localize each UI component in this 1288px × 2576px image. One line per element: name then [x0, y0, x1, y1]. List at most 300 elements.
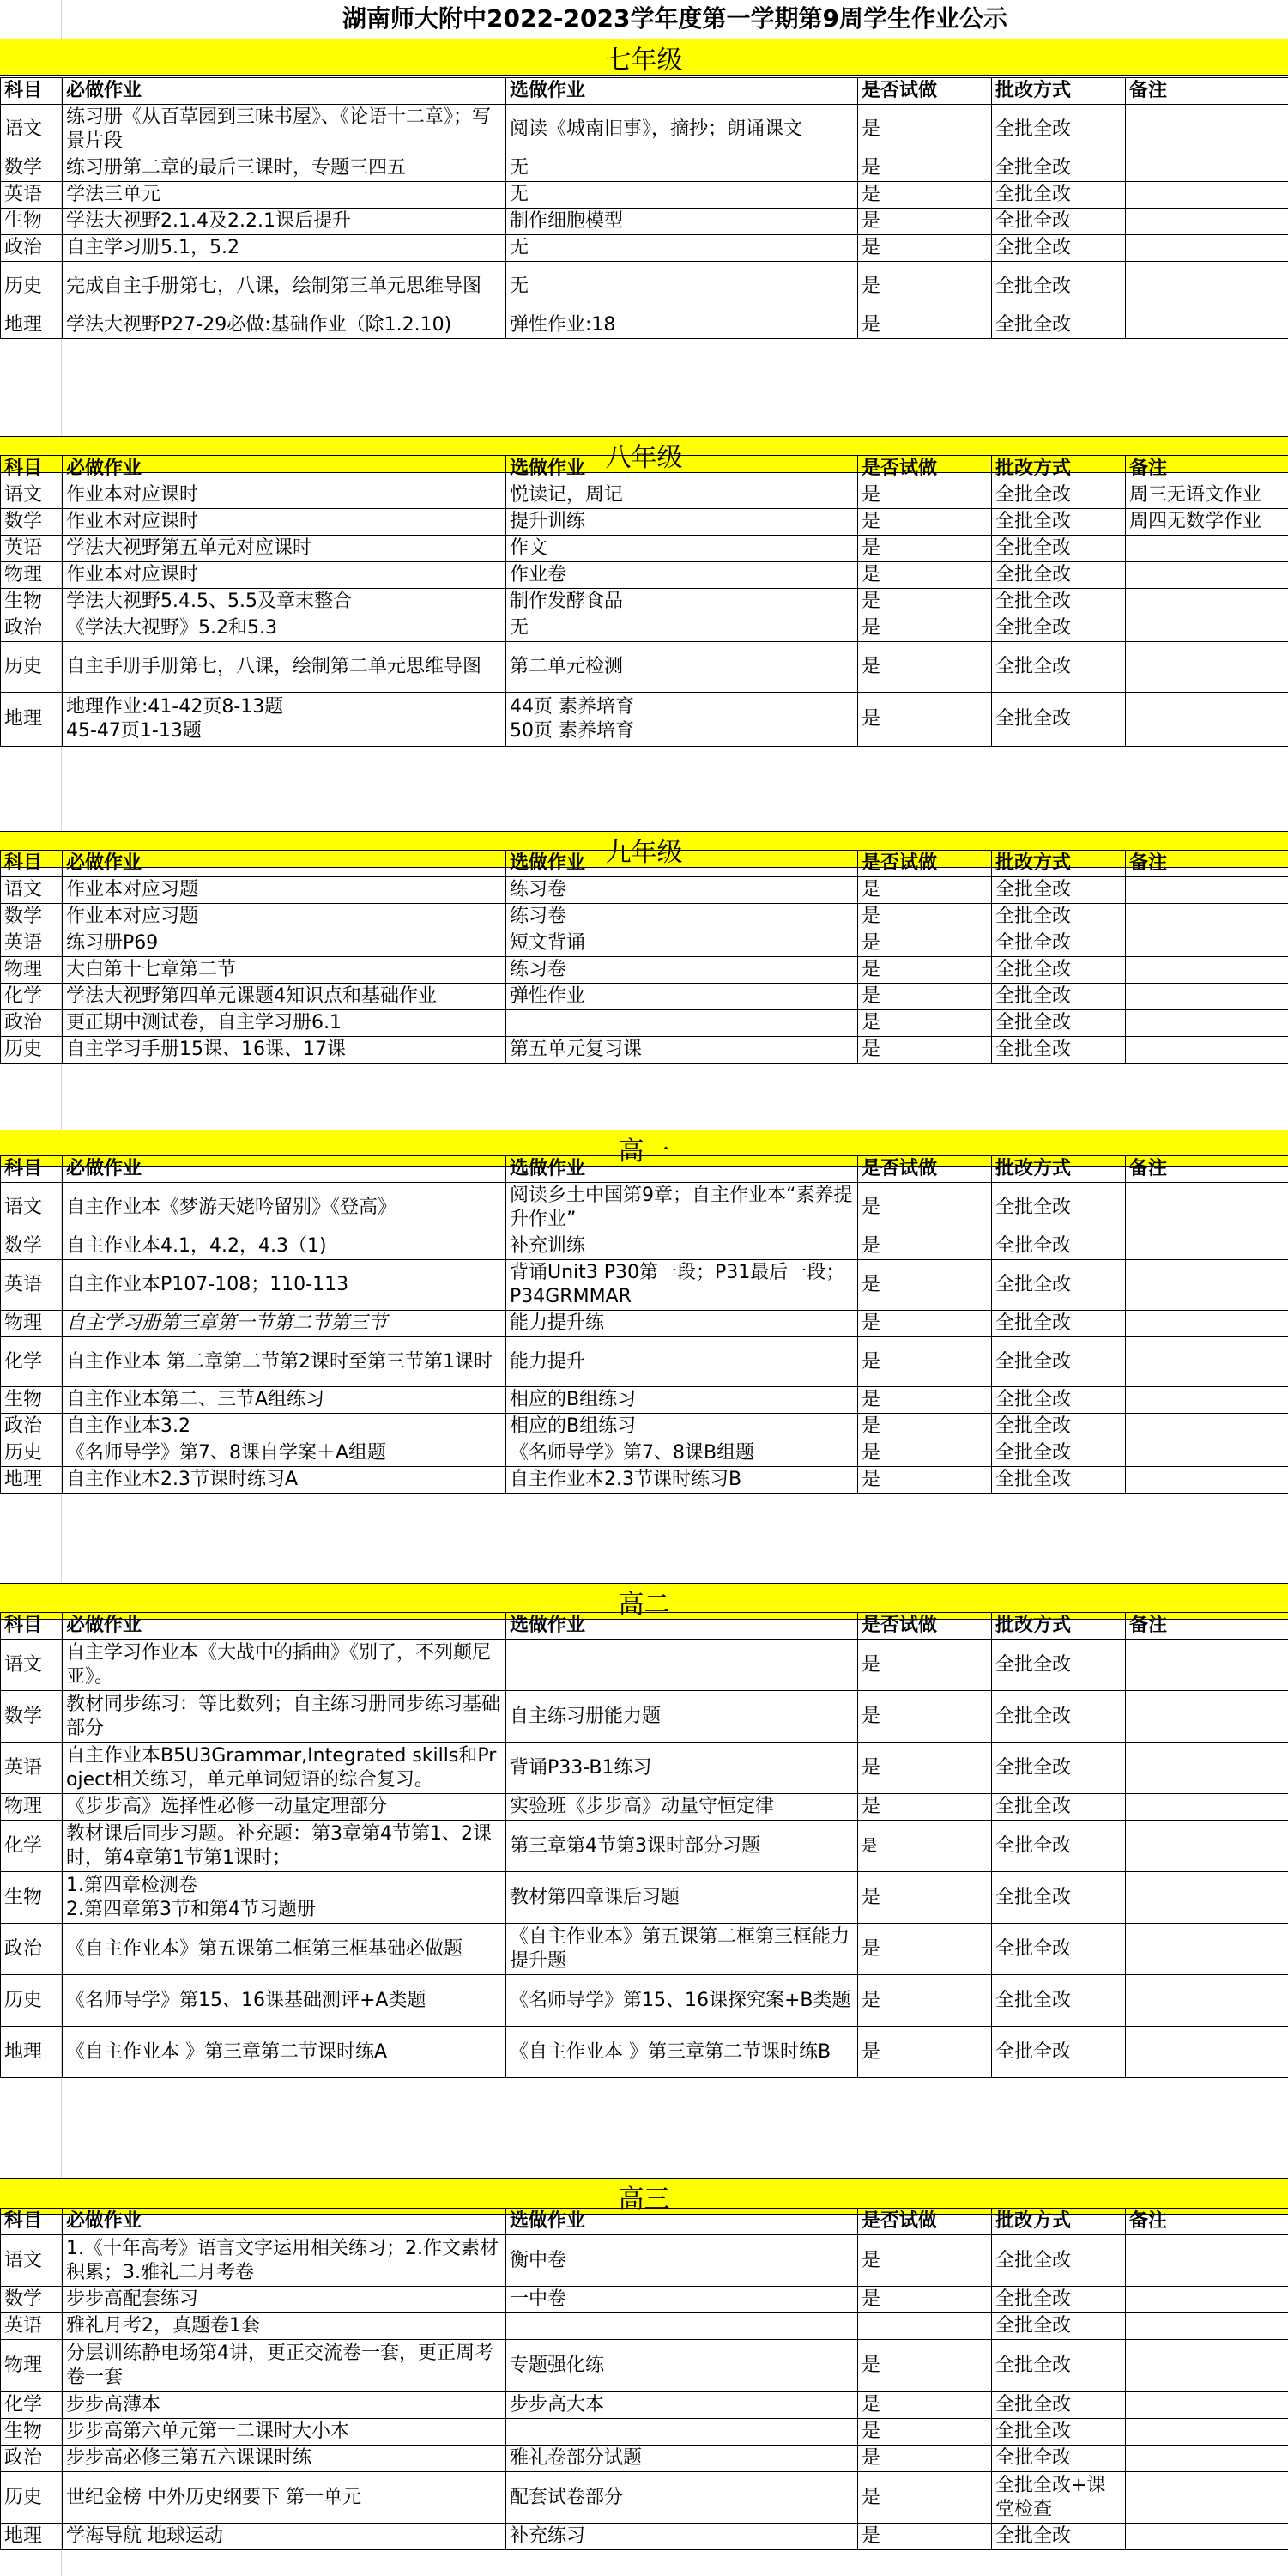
header-subject: 科目: [1, 1613, 63, 1640]
cell-required: 自主作业本 第二章第二节第2课时至第三节第1课时: [63, 1337, 506, 1387]
cell-subject: 历史: [1, 1037, 63, 1064]
cell-trial: 是: [858, 1233, 992, 1260]
table-row: [1, 2392, 1288, 2419]
table-row: [1, 105, 1288, 155]
cell-optional: 一中卷: [506, 2287, 858, 2313]
table-row: [1, 1924, 1288, 1975]
cell-grading: 全批全改: [992, 2027, 1126, 2078]
cell-grading: 全批全改: [992, 2524, 1126, 2550]
cell-optional: 制作细胞模型: [506, 209, 858, 235]
cell-grading: 全批全改: [992, 1467, 1126, 1494]
cell-optional: 背诵Unit3 P30第一段；P31最后一段；P34GRMMAR: [506, 1260, 858, 1311]
cell-required: 学法大视野5.4.5、5.5及章末整合: [63, 589, 506, 615]
cell-optional: 练习卷: [506, 957, 858, 984]
cell-optional: 背诵P33-B1练习: [506, 1743, 858, 1794]
cell-subject: 历史: [1, 1975, 63, 2027]
cell-required: 作业本对应习题: [63, 877, 506, 904]
table-row: [1, 562, 1288, 589]
table-row: [1, 2027, 1288, 2078]
cell-note: [1126, 589, 1288, 615]
cell-trial: 是: [858, 235, 992, 262]
section-band: 高二: [0, 1583, 1288, 1620]
cell-grading: 全批全改: [992, 930, 1126, 957]
table-row: [1, 2340, 1288, 2392]
cell-grading: 全批全改: [992, 589, 1126, 615]
cell-grading: 全批全改: [992, 155, 1126, 182]
section-band: 高三: [0, 2178, 1288, 2215]
section-table: [0, 850, 1288, 1064]
cell-note: [1126, 1691, 1288, 1743]
section-table: [0, 2208, 1288, 2550]
cell-required: 作业本对应课时: [63, 482, 506, 509]
cell-required: 1.《十年高考》语言文字运用相关练习；2.作文素材积累；3.雅礼二月考卷: [63, 2235, 506, 2287]
header-optional: 选做作业: [506, 456, 858, 482]
cell-required: 练习册P69: [63, 930, 506, 957]
cell-trial: 是: [858, 930, 992, 957]
cell-optional: 《自主作业本 》第三章第二节课时练B: [506, 2027, 858, 2078]
header-grading: 批改方式: [992, 456, 1126, 482]
cell-optional: 无: [506, 262, 858, 312]
header-row: [1, 2209, 1288, 2235]
cell-grading: 全批全改: [992, 235, 1126, 262]
cell-optional: 步步高大本: [506, 2392, 858, 2419]
cell-required: 练习册《从百草园到三味书屋》、《论语十二章》；写景片段: [63, 105, 506, 155]
section-band: 八年级: [0, 436, 1288, 473]
section-band: 七年级: [0, 39, 1288, 76]
cell-optional: 补充练习: [506, 2524, 858, 2550]
cell-trial: 是: [858, 509, 992, 536]
table-row: [1, 1872, 1288, 1924]
table-row: [1, 1743, 1288, 1794]
cell-note: [1126, 105, 1288, 155]
cell-note: [1126, 209, 1288, 235]
header-trial: 是否试做: [858, 456, 992, 482]
cell-subject: 政治: [1, 1414, 63, 1440]
cell-trial: 是: [858, 1311, 992, 1337]
header-subject: 科目: [1, 1156, 63, 1183]
table-row: [1, 877, 1288, 904]
cell-trial: 是: [858, 2287, 992, 2313]
cell-required: 自主学习手册15课、16课、17课: [63, 1037, 506, 1064]
cell-grading: 全批全改: [992, 1872, 1126, 1924]
table-row: [1, 155, 1288, 182]
cell-trial: 是: [858, 1183, 992, 1233]
table-row: [1, 1975, 1288, 2027]
header-row: [1, 1156, 1288, 1183]
cell-required: 《名师导学》第15、16课基础测评+A类题: [63, 1975, 506, 2027]
table-row: [1, 1691, 1288, 1743]
cell-required: 《学法大视野》5.2和5.3: [63, 615, 506, 642]
cell-required: 学法大视野第五单元对应课时: [63, 536, 506, 562]
header-required: 必做作业: [63, 78, 506, 105]
header-note: 备注: [1126, 456, 1288, 482]
cell-subject: 英语: [1, 182, 63, 209]
header-trial: 是否试做: [858, 78, 992, 105]
cell-required: 《名师导学》第7、8课自学案＋A组题: [63, 1440, 506, 1467]
table-row: [1, 1260, 1288, 1311]
cell-note: [1126, 1037, 1288, 1064]
cell-note: [1126, 1260, 1288, 1311]
table-row: [1, 2235, 1288, 2287]
cell-trial: 是: [858, 2472, 992, 2524]
cell-required: 教材同步练习：等比数列；自主练习册同步练习基础部分: [63, 1691, 506, 1743]
cell-required: 作业本对应习题: [63, 904, 506, 930]
cell-note: [1126, 1183, 1288, 1233]
cell-note: [1126, 642, 1288, 693]
cell-optional: 能力提升: [506, 1337, 858, 1387]
cell-grading: 全批全改: [992, 1260, 1126, 1311]
cell-subject: 历史: [1, 642, 63, 693]
cell-note: [1126, 1743, 1288, 1794]
table-row: [1, 209, 1288, 235]
header-required: 必做作业: [63, 2209, 506, 2235]
cell-note: [1126, 1311, 1288, 1337]
cell-required: 自主作业本4.1，4.2，4.3（1): [63, 1233, 506, 1260]
cell-trial: 是: [858, 1794, 992, 1821]
header-required: 必做作业: [63, 1613, 506, 1640]
cell-grading: 全批全改: [992, 615, 1126, 642]
cell-required: 《步步高》选择性必修一动量定理部分: [63, 1794, 506, 1821]
cell-required: 自主作业本第二、三节A组练习: [63, 1387, 506, 1414]
table-row: [1, 1414, 1288, 1440]
cell-subject: 历史: [1, 2472, 63, 2524]
cell-optional: 专题强化练: [506, 2340, 858, 2392]
cell-subject: 物理: [1, 1311, 63, 1337]
cell-grading: 全批全改: [992, 693, 1126, 747]
cell-note: [1126, 1640, 1288, 1691]
cell-grading: 全批全改: [992, 1640, 1126, 1691]
cell-grading: 全批全改: [992, 1691, 1126, 1743]
cell-subject: 生物: [1, 589, 63, 615]
cell-trial: 是: [858, 1337, 992, 1387]
cell-note: [1126, 2027, 1288, 2078]
cell-grading: 全批全改: [992, 1010, 1126, 1037]
cell-note: [1126, 904, 1288, 930]
cell-note: [1126, 562, 1288, 589]
header-optional: 选做作业: [506, 851, 858, 877]
cell-grading: 全批全改: [992, 1975, 1126, 2027]
cell-grading: 全批全改: [992, 1233, 1126, 1260]
cell-optional: 阅读乡土中国第9章；自主作业本“素养提升作业”: [506, 1183, 858, 1233]
cell-optional: 44页 素养培育 50页 素养培育: [506, 693, 858, 747]
cell-note: [1126, 2472, 1288, 2524]
cell-grading: 全批全改: [992, 1743, 1126, 1794]
header-grading: 批改方式: [992, 78, 1126, 105]
cell-trial: 是: [858, 877, 992, 904]
cell-subject: 化学: [1, 1821, 63, 1872]
cell-subject: 政治: [1, 235, 63, 262]
cell-trial: 是: [858, 312, 992, 339]
cell-optional: 无: [506, 235, 858, 262]
header-required: 必做作业: [63, 456, 506, 482]
table-row: [1, 589, 1288, 615]
cell-note: [1126, 1233, 1288, 1260]
header-note: 备注: [1126, 1613, 1288, 1640]
table-row: [1, 182, 1288, 209]
cell-required: 步步高配套练习: [63, 2287, 506, 2313]
cell-required: 步步高第六单元第一二课时大小本: [63, 2419, 506, 2446]
cell-trial: 是: [858, 1440, 992, 1467]
cell-trial: 是: [858, 904, 992, 930]
cell-subject: 物理: [1, 957, 63, 984]
cell-subject: 英语: [1, 1260, 63, 1311]
cell-grading: 全批全改: [992, 2392, 1126, 2419]
header-optional: 选做作业: [506, 78, 858, 105]
table-row: [1, 1440, 1288, 1467]
table-row: [1, 984, 1288, 1010]
cell-optional: 短文背诵: [506, 930, 858, 957]
table-row: [1, 2446, 1288, 2472]
header-subject: 科目: [1, 2209, 63, 2235]
cell-subject: 英语: [1, 1743, 63, 1794]
cell-trial: 是: [858, 957, 992, 984]
cell-required: 自主作业本2.3节课时练习A: [63, 1467, 506, 1494]
cell-optional: 练习卷: [506, 877, 858, 904]
cell-optional: 提升训练: [506, 509, 858, 536]
cell-note: 周三无语文作业: [1126, 482, 1288, 509]
table-row: [1, 1183, 1288, 1233]
cell-subject: 政治: [1, 2446, 63, 2472]
cell-subject: 语文: [1, 2235, 63, 2287]
cell-trial: 是: [858, 2027, 992, 2078]
cell-optional: 衡中卷: [506, 2235, 858, 2287]
cell-note: [1126, 2524, 1288, 2550]
cell-subject: 化学: [1, 1337, 63, 1387]
cell-trial: 是: [858, 1924, 992, 1975]
table-row: [1, 312, 1288, 339]
cell-grading: 全批全改: [992, 957, 1126, 984]
cell-subject: 数学: [1, 1691, 63, 1743]
cell-grading: 全批全改: [992, 1387, 1126, 1414]
cell-optional: [506, 1010, 858, 1037]
cell-grading: 全批全改: [992, 536, 1126, 562]
cell-note: [1126, 2287, 1288, 2313]
cell-note: [1126, 693, 1288, 747]
cell-optional: 弹性作业:18: [506, 312, 858, 339]
cell-required: 自主学习作业本《大战中的插曲》《别了，不列颠尼亚》。: [63, 1640, 506, 1691]
cell-trial: 是: [858, 984, 992, 1010]
cell-grading: 全批全改: [992, 482, 1126, 509]
cell-optional: 相应的B组练习: [506, 1414, 858, 1440]
table-row: [1, 1794, 1288, 1821]
cell-grading: 全批全改: [992, 105, 1126, 155]
cell-trial: 是: [858, 209, 992, 235]
table-row: [1, 693, 1288, 747]
cell-trial: 是: [858, 1260, 992, 1311]
cell-optional: 悦读记，周记: [506, 482, 858, 509]
cell-subject: 生物: [1, 1872, 63, 1924]
cell-subject: 物理: [1, 562, 63, 589]
table-row: [1, 262, 1288, 312]
table-row: [1, 1640, 1288, 1691]
cell-subject: 政治: [1, 615, 63, 642]
cell-note: [1126, 2340, 1288, 2392]
cell-grading: 全批全改: [992, 509, 1126, 536]
cell-required: 《自主作业本 》第三章第二节课时练A: [63, 2027, 506, 2078]
section-table: [0, 77, 1288, 339]
cell-trial: 是: [858, 1387, 992, 1414]
cell-subject: 语文: [1, 482, 63, 509]
cell-grading: 全批全改: [992, 262, 1126, 312]
cell-grading: 全批全改: [992, 312, 1126, 339]
header-row: [1, 456, 1288, 482]
cell-required: 完成自主手册第七，八课，绘制第三单元思维导图: [63, 262, 506, 312]
cell-optional: 第二单元检测: [506, 642, 858, 693]
table-row: [1, 1821, 1288, 1872]
cell-required: 步步高薄本: [63, 2392, 506, 2419]
cell-subject: 地理: [1, 693, 63, 747]
header-row: [1, 851, 1288, 877]
table-row: [1, 235, 1288, 262]
table-row: [1, 536, 1288, 562]
cell-subject: 历史: [1, 1440, 63, 1467]
cell-optional: 弹性作业: [506, 984, 858, 1010]
cell-grading: 全批全改: [992, 1311, 1126, 1337]
cell-optional: 第五单元复习课: [506, 1037, 858, 1064]
cell-optional: 制作发酵食品: [506, 589, 858, 615]
cell-note: [1126, 262, 1288, 312]
cell-required: 自主手册手册第七，八课，绘制第二单元思维导图: [63, 642, 506, 693]
cell-grading: 全批全改+课堂检查: [992, 2472, 1126, 2524]
table-row: [1, 1233, 1288, 1260]
cell-subject: 数学: [1, 509, 63, 536]
cell-grading: 全批全改: [992, 642, 1126, 693]
header-note: 备注: [1126, 2209, 1288, 2235]
cell-note: [1126, 1010, 1288, 1037]
header-subject: 科目: [1, 851, 63, 877]
cell-trial: 是: [858, 2392, 992, 2419]
cell-subject: 历史: [1, 262, 63, 312]
cell-subject: 数学: [1, 155, 63, 182]
table-row: [1, 2313, 1288, 2340]
cell-required: 自主学习册5.1，5.2: [63, 235, 506, 262]
cell-required: 1.第四章检测卷 2.第四章第3节和第4节习题册: [63, 1872, 506, 1924]
cell-note: [1126, 1794, 1288, 1821]
cell-trial: 是: [858, 642, 992, 693]
cell-grading: 全批全改: [992, 1821, 1126, 1872]
cell-subject: 地理: [1, 2027, 63, 2078]
cell-subject: 语文: [1, 105, 63, 155]
header-optional: 选做作业: [506, 1613, 858, 1640]
section-band: 高一: [0, 1130, 1288, 1167]
cell-trial: 是: [858, 155, 992, 182]
cell-optional: 能力提升练: [506, 1311, 858, 1337]
cell-optional: [506, 1640, 858, 1691]
table-row: [1, 2472, 1288, 2524]
cell-required: 雅礼月考2，真题卷1套: [63, 2313, 506, 2340]
cell-trial: 是: [858, 1743, 992, 1794]
cell-subject: 地理: [1, 1467, 63, 1494]
header-grading: 批改方式: [992, 2209, 1126, 2235]
cell-note: [1126, 984, 1288, 1010]
cell-required: 自主作业本B5U3Grammar,Integrated skills和Project相关练习，单元单词短语的综合复习。: [63, 1743, 506, 1794]
cell-subject: 物理: [1, 2340, 63, 2392]
section-table: [0, 1612, 1288, 2078]
section-band: 九年级: [0, 831, 1288, 868]
cell-grading: 全批全改: [992, 1440, 1126, 1467]
cell-trial: 是: [858, 562, 992, 589]
cell-note: [1126, 615, 1288, 642]
cell-trial: 是: [858, 2340, 992, 2392]
table-row: [1, 1337, 1288, 1387]
cell-subject: 语文: [1, 1640, 63, 1691]
cell-required: 自主学习册第三章第一节第二节第三节: [63, 1311, 506, 1337]
cell-grading: 全批全改: [992, 1924, 1126, 1975]
cell-subject: 数学: [1, 2287, 63, 2313]
header-required: 必做作业: [63, 851, 506, 877]
cell-trial: 是: [858, 1467, 992, 1494]
table-row: [1, 2524, 1288, 2550]
cell-required: 《自主作业本》第五课第二框第三框基础必做题: [63, 1924, 506, 1975]
cell-grading: 全批全改: [992, 904, 1126, 930]
cell-note: [1126, 1872, 1288, 1924]
cell-optional: 作文: [506, 536, 858, 562]
table-row: [1, 1387, 1288, 1414]
cell-trial: 是: [858, 1691, 992, 1743]
cell-subject: 英语: [1, 930, 63, 957]
header-subject: 科目: [1, 78, 63, 105]
cell-required: 自主作业本《梦游天姥吟留别》《登高》: [63, 1183, 506, 1233]
cell-trial: 是: [858, 1640, 992, 1691]
cell-note: [1126, 1924, 1288, 1975]
header-row: [1, 1613, 1288, 1640]
cell-optional: [506, 2419, 858, 2446]
cell-grading: 全批全改: [992, 2235, 1126, 2287]
table-row: [1, 957, 1288, 984]
cell-grading: 全批全改: [992, 1037, 1126, 1064]
cell-optional: 无: [506, 182, 858, 209]
cell-optional: 《自主作业本》第五课第二框第三框能力提升题: [506, 1924, 858, 1975]
cell-note: [1126, 957, 1288, 984]
cell-note: [1126, 2446, 1288, 2472]
table-row: [1, 482, 1288, 509]
cell-optional: 第三章第4节第3课时部分习题: [506, 1821, 858, 1872]
header-note: 备注: [1126, 851, 1288, 877]
cell-trial: 是: [858, 1872, 992, 1924]
cell-grading: 全批全改: [992, 1794, 1126, 1821]
cell-subject: 英语: [1, 536, 63, 562]
cell-required: 学法大视野2.1.4及2.2.1课后提升: [63, 209, 506, 235]
cell-grading: 全批全改: [992, 209, 1126, 235]
cell-required: 分层训练静电场第4讲，更正交流卷一套，更正周考卷一套: [63, 2340, 506, 2392]
cell-note: [1126, 2235, 1288, 2287]
cell-optional: 阅读《城南旧事》，摘抄；朗诵课文: [506, 105, 858, 155]
cell-required: 教材课后同步习题。补充题：第3章第4节第1、2课时，第4章第1节第1课时；: [63, 1821, 506, 1872]
cell-optional: 作业卷: [506, 562, 858, 589]
cell-required: 作业本对应课时: [63, 509, 506, 536]
cell-required: 练习册第二章的最后三课时，专题三四五: [63, 155, 506, 182]
header-note: 备注: [1126, 78, 1288, 105]
cell-required: 大白第十七章第二节: [63, 957, 506, 984]
cell-trial: 是: [858, 1975, 992, 2027]
table-row: [1, 1467, 1288, 1494]
cell-trial: [858, 2313, 992, 2340]
cell-grading: 全批全改: [992, 2287, 1126, 2313]
table-row: [1, 1010, 1288, 1037]
cell-note: [1126, 536, 1288, 562]
cell-grading: 全批全改: [992, 2340, 1126, 2392]
cell-grading: 全批全改: [992, 2419, 1126, 2446]
header-subject: 科目: [1, 456, 63, 482]
page-title: 湖南师大附中2022-2023学年度第一学期第9周学生作业公示: [342, 4, 1007, 33]
cell-grading: 全批全改: [992, 562, 1126, 589]
table-row: [1, 2419, 1288, 2446]
cell-grading: 全批全改: [992, 2446, 1126, 2472]
cell-note: [1126, 1975, 1288, 2027]
cell-required: 学法三单元: [63, 182, 506, 209]
cell-subject: 化学: [1, 2392, 63, 2419]
cell-subject: 化学: [1, 984, 63, 1010]
